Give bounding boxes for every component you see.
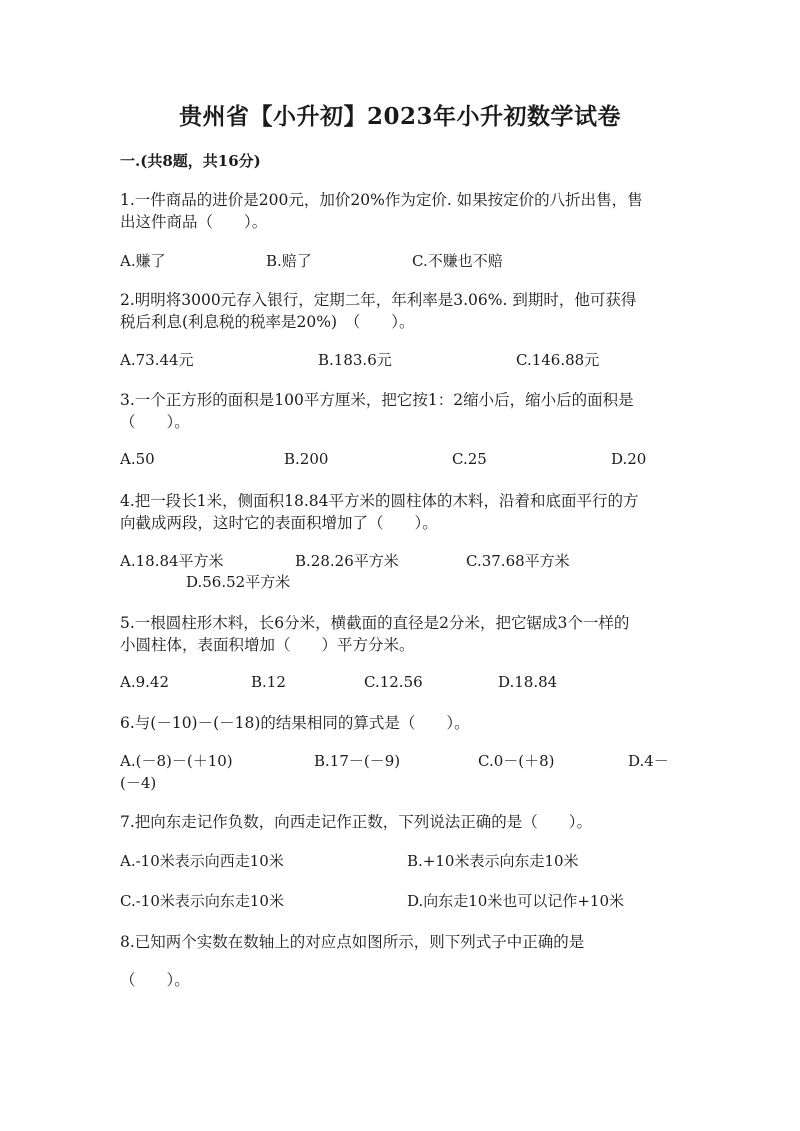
question-2-option-c: C.146.88元 xyxy=(516,351,600,369)
question-5-option-d: D.18.84 xyxy=(498,673,558,691)
page-title: 贵州省【小升初】2023年小升初数学试卷 xyxy=(178,103,621,130)
question-7-line-1: 7.把向东走记作负数，向西走记作正数，下列说法正确的是（ ）。 xyxy=(120,813,593,831)
question-6-option-d: D.4－ xyxy=(628,752,669,770)
question-8-line-1: 8.已知两个实数在数轴上的对应点如图所示，则下列式子中正确的是 xyxy=(120,933,585,951)
question-3-option-a: A.50 xyxy=(120,450,155,468)
question-3-line-1: 3.一个正方形的面积是100平方厘米，把它按1：2缩小后，缩小后的面积是 xyxy=(120,391,634,409)
question-7-option-c: C.-10米表示向东走10米 xyxy=(120,892,284,910)
question-6-option-d-continued: (－4) xyxy=(120,774,157,792)
question-1-option-a: A.赚了 xyxy=(120,252,166,270)
question-3-option-d: D.20 xyxy=(611,450,647,468)
question-4-option-d: D.56.52平方米 xyxy=(186,573,291,591)
question-4-option-a: A.18.84平方米 xyxy=(120,552,224,570)
question-5-option-c: C.12.56 xyxy=(364,673,423,691)
question-7-option-b: B.+10米表示向东走10米 xyxy=(407,852,579,870)
question-4-line-2: 向截成两段，这时它的表面积增加了（ ）。 xyxy=(120,514,438,532)
question-5-line-2: 小圆柱体，表面积增加（ ）平方分米。 xyxy=(120,636,415,654)
question-2-line-1: 2.明明将3000元存入银行，定期二年，年利率是3.06%. 到期时，他可获得 xyxy=(120,291,637,309)
question-8-line-2: （ ）。 xyxy=(120,971,190,989)
question-5-option-a: A.9.42 xyxy=(120,673,169,691)
question-3-line-2: （ ）。 xyxy=(120,413,190,431)
question-1-line-1: 1.一件商品的进价是200元，加价20%作为定价. 如果按定价的八折出售，售 xyxy=(120,191,643,209)
question-1-line-2: 出这件商品（ ）。 xyxy=(120,213,268,231)
question-2-line-2: 税后利息(利息税的税率是20%) （ ）。 xyxy=(120,313,415,331)
question-4-option-c: C.37.68平方米 xyxy=(466,552,570,570)
question-4-option-b: B.28.26平方米 xyxy=(295,552,399,570)
question-5-line-1: 5.一根圆柱形木料，长6分米，横截面的直径是2分米，把它锯成3个一样的 xyxy=(120,614,630,632)
question-6-option-a: A.(－8)－(＋10) xyxy=(120,752,233,770)
question-6-option-c: C.0－(＋8) xyxy=(478,752,555,770)
question-1-option-b: B.赔了 xyxy=(266,252,312,270)
question-4-line-1: 4.把一段长1米，侧面积18.84平方米的圆柱体的木料，沿着和底面平行的方 xyxy=(120,492,639,510)
question-7-option-a: A.-10米表示向西走10米 xyxy=(120,852,284,870)
question-1-option-c: C.不赚也不赔 xyxy=(412,252,503,270)
question-6-line-1: 6.与(－10)－(－18)的结果相同的算式是（ ）。 xyxy=(120,714,470,732)
question-3-option-b: B.200 xyxy=(284,450,329,468)
question-5-option-b: B.12 xyxy=(251,673,286,691)
question-2-option-b: B.183.6元 xyxy=(318,351,392,369)
question-3-option-c: C.25 xyxy=(452,450,487,468)
question-2-option-a: A.73.44元 xyxy=(120,351,194,369)
section-heading: 一.(共8题，共16分) xyxy=(120,152,261,170)
question-6-option-b: B.17－(－9) xyxy=(314,752,401,770)
question-7-option-d: D.向东走10米也可以记作+10米 xyxy=(407,892,625,910)
